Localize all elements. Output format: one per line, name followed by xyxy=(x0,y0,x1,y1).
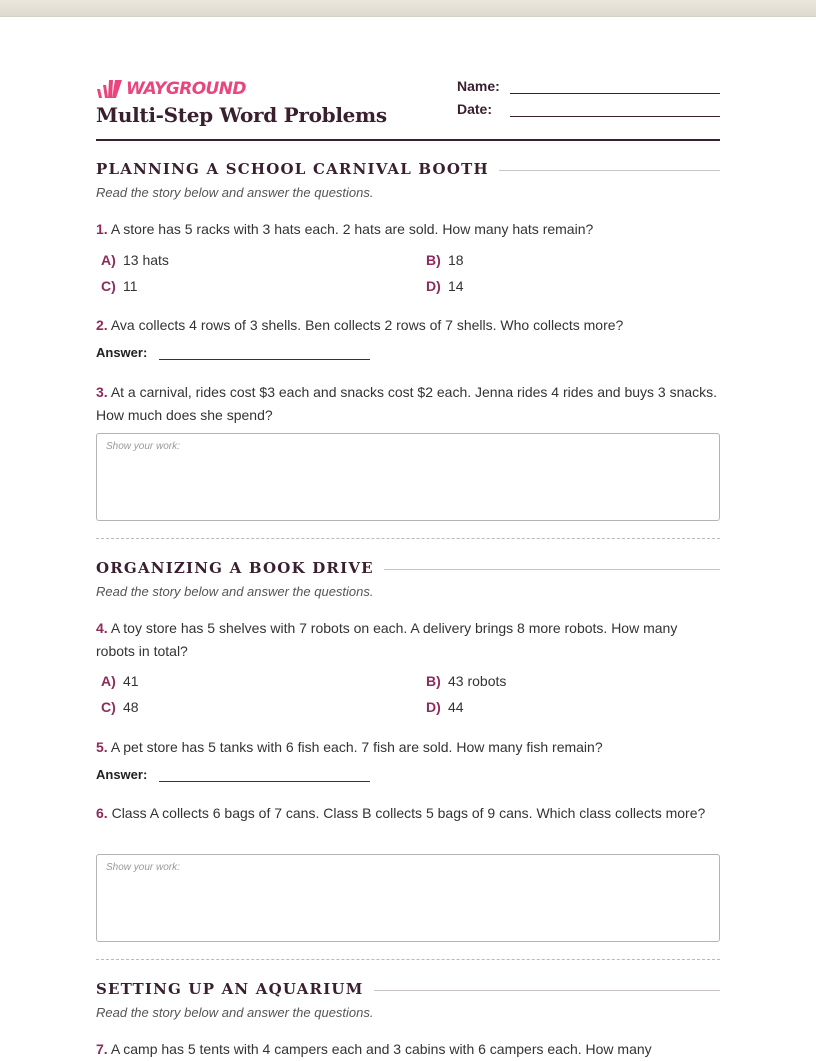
answer-line[interactable] xyxy=(159,781,370,782)
question-text: A camp has 5 tents with 4 campers each and 3 cabins with 6 campers each. How many xyxy=(110,1041,652,1057)
section-header xyxy=(96,160,720,180)
section-divider xyxy=(96,959,720,960)
option-letter: C) xyxy=(101,278,116,294)
option-letter: D) xyxy=(426,699,441,715)
work-box-label: Show your work: xyxy=(106,441,180,452)
answer-label: Answer: xyxy=(96,345,148,360)
question-6 xyxy=(96,802,720,825)
question-4 xyxy=(96,617,720,662)
work-box-6[interactable] xyxy=(96,854,720,942)
option-letter: D) xyxy=(426,278,441,294)
option-text: 48 xyxy=(123,699,139,715)
option-text: 18 xyxy=(448,252,464,268)
wayground-logo-icon xyxy=(96,80,122,98)
option-a[interactable] xyxy=(101,252,169,268)
option-b[interactable] xyxy=(426,252,464,268)
section-header xyxy=(96,559,720,579)
date-label: Date: xyxy=(457,101,493,117)
section-title: ORGANIZING A BOOK DRIVE xyxy=(96,559,384,577)
question-2 xyxy=(96,314,720,337)
section-subtitle: Read the story below and answer the questions. xyxy=(96,584,374,599)
option-text: 14 xyxy=(448,278,464,294)
question-3 xyxy=(96,381,720,426)
question-text: Ava collects 4 rows of 3 shells. Ben collects 2 rows of 7 shells. Who collects more? xyxy=(110,317,624,333)
question-number: 4. xyxy=(96,620,108,636)
option-b[interactable] xyxy=(426,673,506,689)
question-7 xyxy=(96,1038,720,1061)
section-title: SETTING UP AN AQUARIUM xyxy=(96,980,374,998)
answer-label: Answer: xyxy=(96,767,148,782)
brand-logo xyxy=(96,79,246,99)
brand-name: WAYGROUND xyxy=(126,79,246,99)
question-text: A pet store has 5 tanks with 6 fish each. 7 fish are sold. How many fish remain? xyxy=(110,739,603,755)
option-text: 13 hats xyxy=(123,252,169,268)
option-c[interactable] xyxy=(101,699,139,715)
option-text: 43 robots xyxy=(448,673,507,689)
name-field[interactable] xyxy=(457,78,500,94)
question-text: A toy store has 5 shelves with 7 robots on each. A delivery brings 8 more robots. How many robots in total? xyxy=(96,620,678,659)
question-number: 1. xyxy=(96,221,108,237)
answer-field-5[interactable] xyxy=(96,767,147,782)
option-d[interactable] xyxy=(426,278,464,294)
section-aquarium xyxy=(96,980,720,1020)
option-letter: A) xyxy=(101,673,116,689)
option-text: 41 xyxy=(123,673,139,689)
top-edge-bar xyxy=(0,0,816,17)
answer-line[interactable] xyxy=(159,359,370,360)
question-text: At a carnival, rides cost $3 each and snacks cost $2 each. Jenna rides 4 rides and buys 3 snacks. How much does she spend? xyxy=(96,384,718,423)
section-subtitle: Read the story below and answer the questions. xyxy=(96,1005,374,1020)
section-subtitle: Read the story below and answer the questions. xyxy=(96,185,374,200)
option-letter: B) xyxy=(426,252,441,268)
option-letter: B) xyxy=(426,673,441,689)
worksheet-header xyxy=(96,76,720,141)
name-line[interactable] xyxy=(510,93,720,94)
option-c[interactable] xyxy=(101,278,138,294)
section-book-drive xyxy=(96,559,720,599)
question-number: 7. xyxy=(96,1041,108,1057)
question-text: Class A collects 6 bags of 7 cans. Class B collects 5 bags of 9 cans. Which class collects more? xyxy=(111,805,706,821)
question-number: 5. xyxy=(96,739,108,755)
question-text: A store has 5 racks with 3 hats each. 2 hats are sold. How many hats remain? xyxy=(110,221,594,237)
option-a[interactable] xyxy=(101,673,139,689)
option-text: 44 xyxy=(448,699,464,715)
question-5 xyxy=(96,736,720,759)
question-number: 3. xyxy=(96,384,108,400)
date-field[interactable] xyxy=(457,101,492,117)
work-box-3[interactable] xyxy=(96,433,720,521)
option-d[interactable] xyxy=(426,699,464,715)
date-line[interactable] xyxy=(510,116,720,117)
question-1 xyxy=(96,218,720,241)
option-text: 11 xyxy=(123,278,138,294)
question-number: 2. xyxy=(96,317,108,333)
section-divider xyxy=(96,538,720,539)
answer-field-2[interactable] xyxy=(96,345,147,360)
option-letter: C) xyxy=(101,699,116,715)
section-header xyxy=(96,980,720,1000)
question-number: 6. xyxy=(96,805,108,821)
work-box-label: Show your work: xyxy=(106,862,180,873)
option-letter: A) xyxy=(101,252,116,268)
page-title: Multi-Step Word Problems xyxy=(96,103,387,127)
name-label: Name: xyxy=(457,78,500,94)
section-title: PLANNING A SCHOOL CARNIVAL BOOTH xyxy=(96,160,499,178)
section-carnival-booth xyxy=(96,160,720,200)
